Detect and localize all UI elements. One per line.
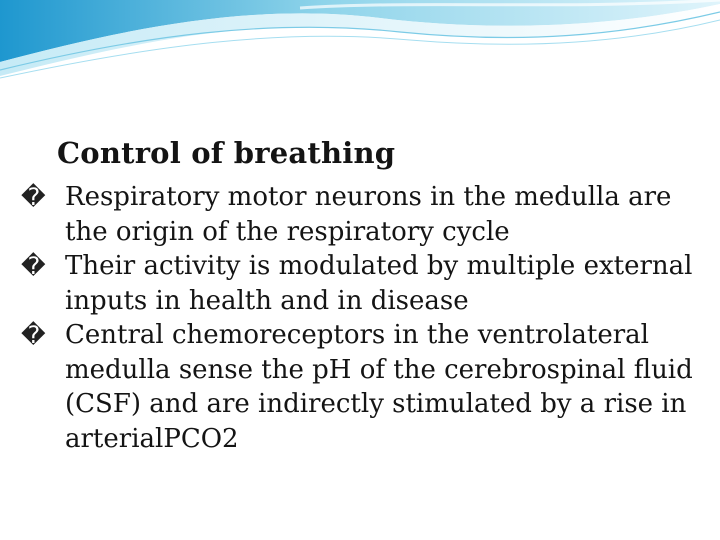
bullet-marker-icon: �	[21, 252, 46, 280]
bullet-item	[21, 318, 701, 456]
bullet-text: Respiratory motor neurons in the medulla are the origin of the respiratory cycle	[65, 182, 672, 247]
top-wave-decoration	[0, 0, 720, 90]
slide-title: Control of breathing	[57, 136, 396, 170]
bullet-marker-icon: �	[21, 321, 46, 349]
bullet-marker-icon: �	[21, 183, 46, 211]
bullet-text: Central chemoreceptors in the ventrolateral medulla sense the pH of the cerebrospinal fluid (CSF) and are indirectly stimulated by a rise in arterialPCO2	[65, 320, 693, 454]
bullet-list	[21, 180, 701, 456]
bullet-item	[21, 180, 701, 249]
bullet-text: Their activity is modulated by multiple external inputs in health and in disease	[65, 251, 693, 316]
bullet-item	[21, 249, 701, 318]
